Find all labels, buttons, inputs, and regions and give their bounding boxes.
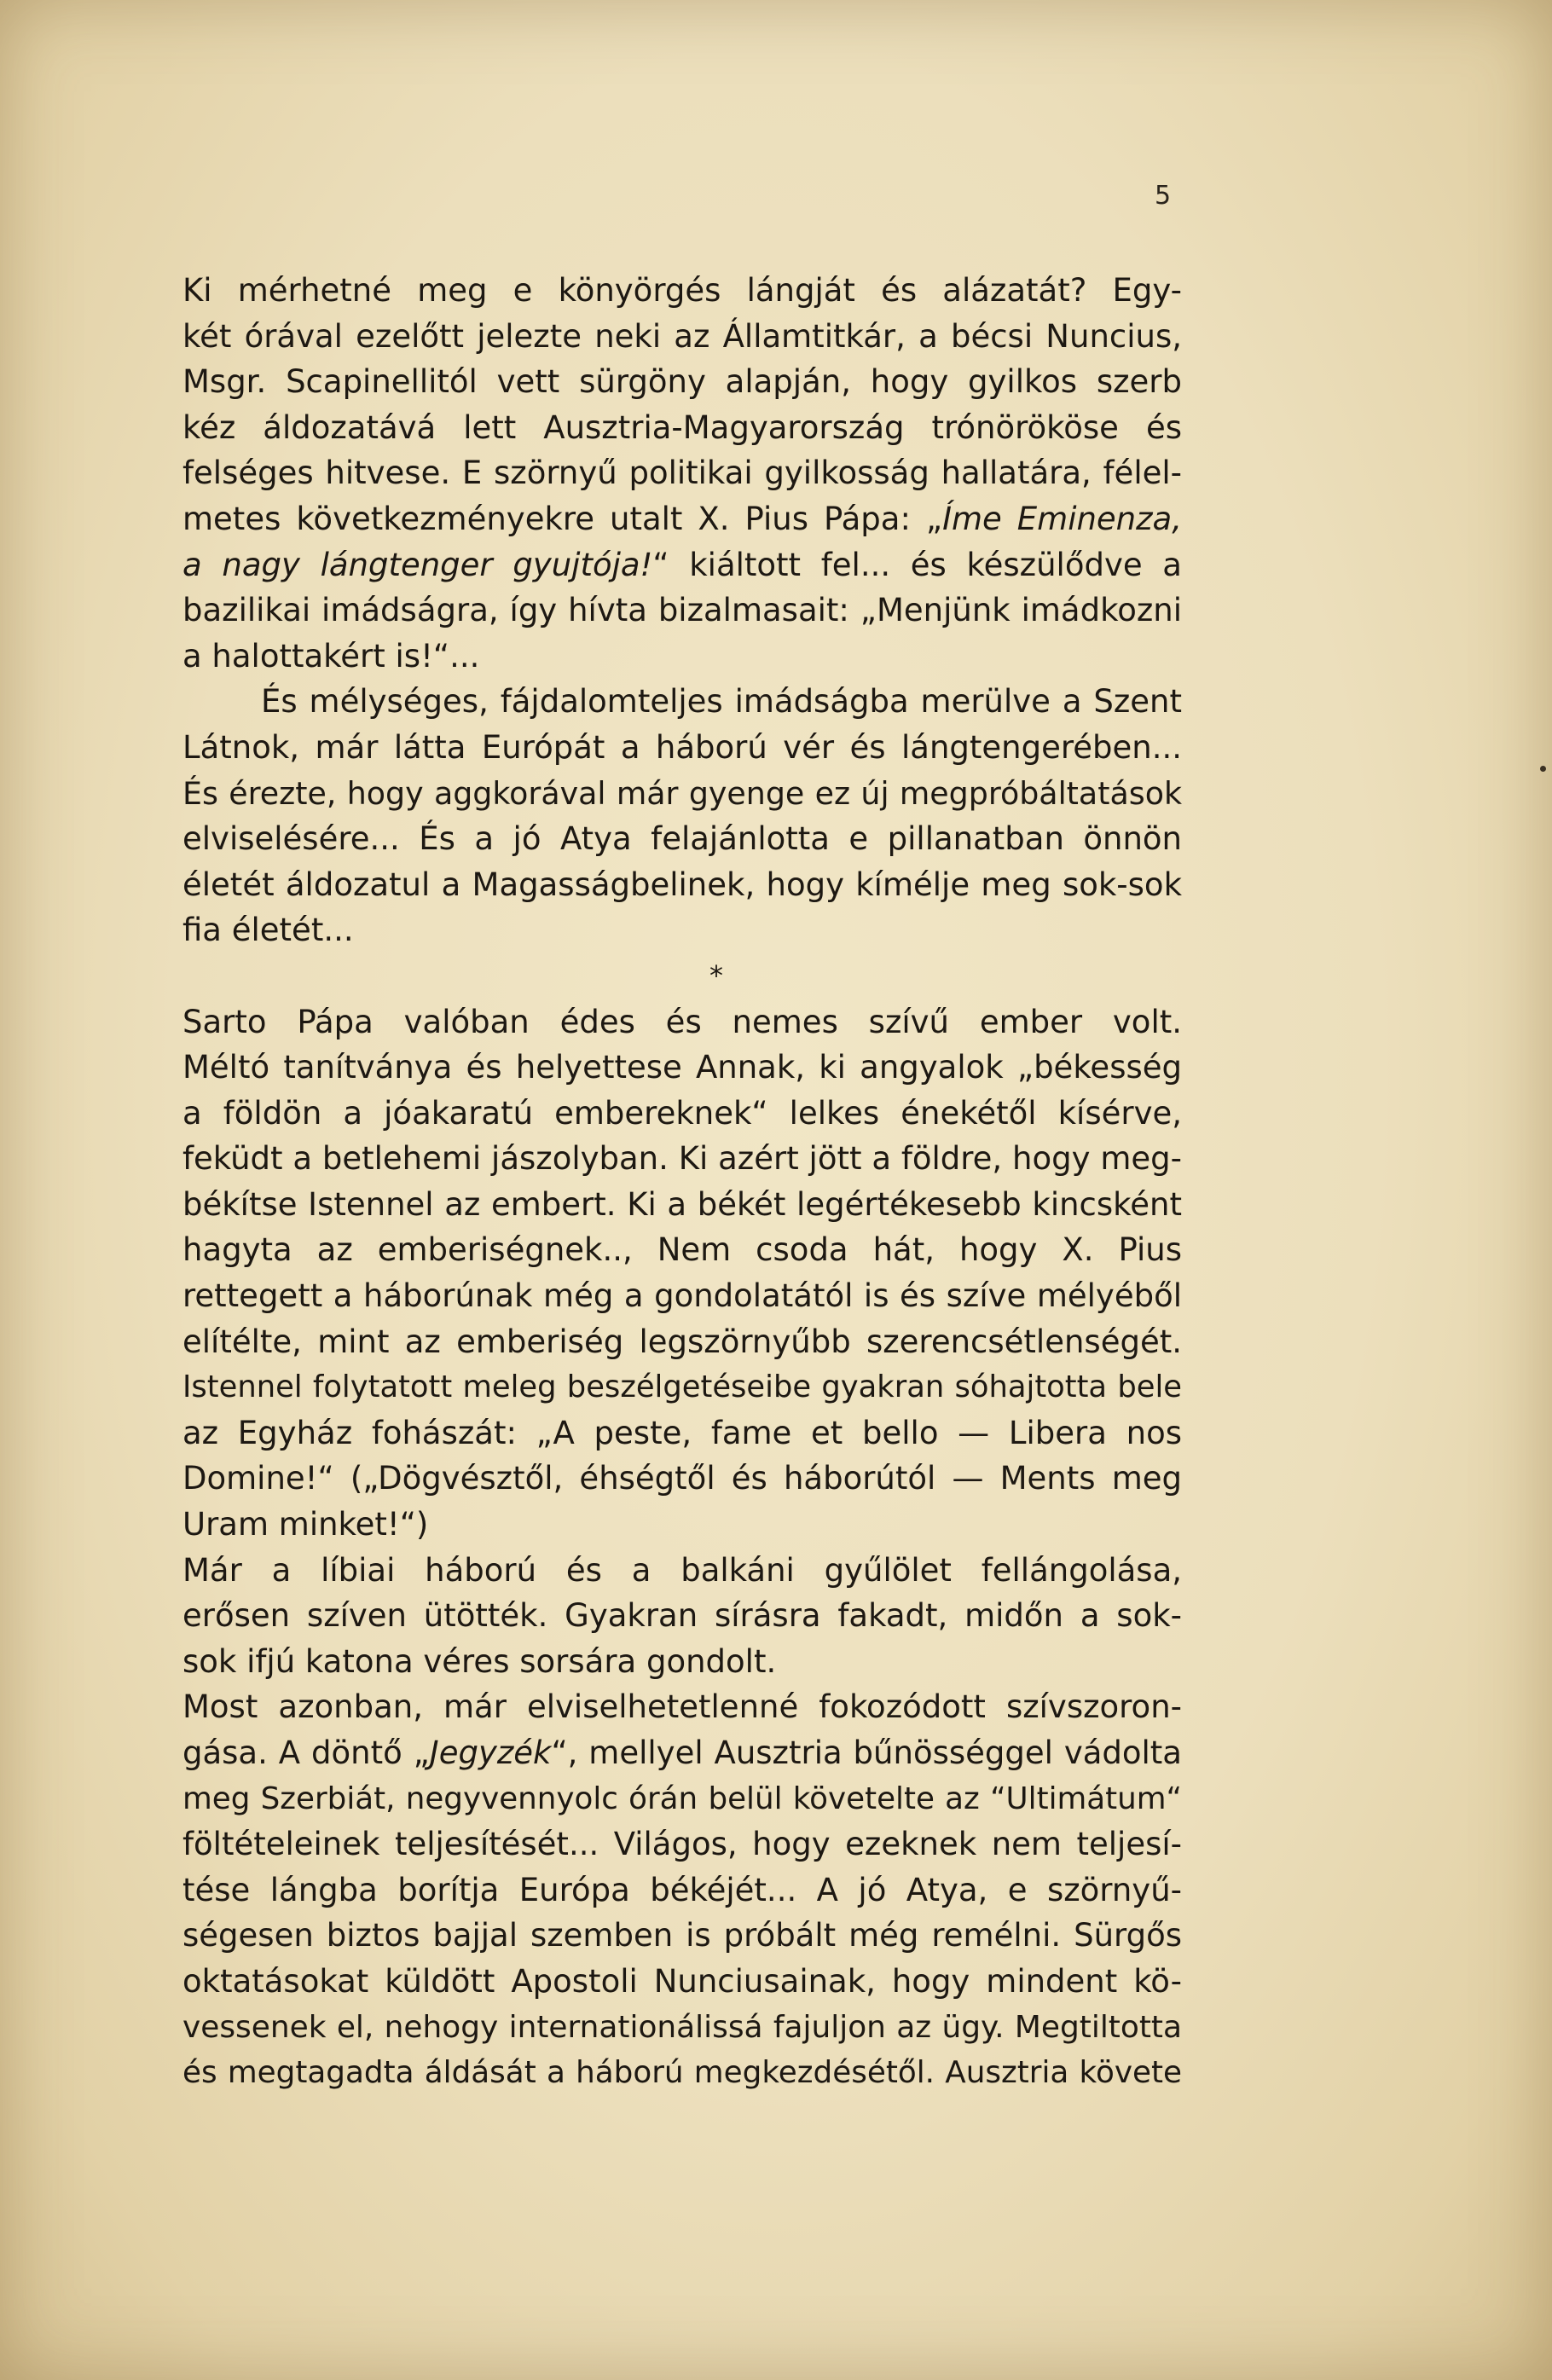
text-line: bazilikai imádságra, így hívta bizalmasait: „Menjünk imádkozni bbox=[182, 592, 1182, 629]
text-line: életét áldozatul a Magasságbelinek, hogy kímélje meg sok-sok bbox=[182, 866, 1182, 903]
text-line: És érezte, hogy aggkorával már gyenge ez új megpróbáltatások bbox=[182, 774, 1182, 812]
text-line: Már a líbiai háború és a balkáni gyűlölet fellángolása, bbox=[182, 1551, 1182, 1589]
page-number: 5 bbox=[1155, 181, 1172, 211]
text-line: a földön a jóakaratú embereknek“ lelkes énekétől kísérve, bbox=[182, 1094, 1182, 1132]
text-line: elítélte, mint az emberiség legszörnyűbb szerencsétlenségét. bbox=[182, 1323, 1182, 1360]
text-line: két órával ezelőtt jelezte neki az Államtitkár, a bécsi Nuncius, bbox=[182, 317, 1182, 355]
text-line: meg Szerbiát, negyvennyolc órán belül követelte az “Ultimátum“ bbox=[182, 1781, 1182, 1816]
text-line: a nagy lángtenger gyujtója!“ kiáltott fel... és készülődve a bbox=[182, 546, 1182, 583]
text-line: föltételeinek teljesítését... Világos, hogy ezeknek nem teljesí- bbox=[182, 1826, 1182, 1863]
text-line: Méltó tanítványa és helyettese Annak, ki angyalok „békesség bbox=[182, 1049, 1182, 1086]
paper-speck bbox=[1540, 766, 1546, 772]
text-line: És mélységes, fájdalomteljes imádságba merülve a Szent bbox=[261, 683, 1182, 721]
text-line: erősen szíven ütötték. Gyakran sírásra fakadt, midőn a sok- bbox=[182, 1597, 1182, 1635]
text-line: Ki mérhetné meg e könyörgés lángját és alázatát? Egy- bbox=[182, 272, 1182, 309]
section-separator: * bbox=[709, 958, 723, 992]
text-line: békítse Istennel az embert. Ki a békét legértékesebb kincsként bbox=[182, 1185, 1182, 1223]
paragraph-2 bbox=[182, 679, 1182, 953]
body-text bbox=[182, 268, 1182, 2096]
text-line: oktatásokat küldött Apostoli Nunciusainak, hogy mindent kö- bbox=[182, 1962, 1182, 2000]
text-line: sok ifjú katona véres sorsára gondolt. bbox=[182, 1642, 777, 1680]
text-line: hagyta az emberiségnek.., Nem csoda hát, hogy X. Pius bbox=[182, 1231, 1182, 1269]
text-line: Sarto Pápa valóban édes és nemes szívű ember volt. bbox=[182, 1003, 1182, 1040]
text-line: Msgr. Scapinellitól vett sürgöny alapján, hogy gyilkos szerb bbox=[182, 363, 1182, 401]
text-line: gása. A döntő „Jegyzék“, mellyel Ausztria bűnösséggel vádolta bbox=[182, 1734, 1182, 1771]
paragraph-5 bbox=[182, 1684, 1182, 2095]
text-line: ségesen biztos bajjal szemben is próbált még remélni. Sürgős bbox=[182, 1917, 1182, 1954]
text-line: Uram minket!“) bbox=[182, 1506, 429, 1543]
text-line: kéz áldozatává lett Ausztria-Magyarország trónörököse és bbox=[182, 408, 1182, 446]
paragraph-1 bbox=[182, 268, 1182, 679]
text-line: tése lángba borítja Európa békéjét... A jó Atya, e szörnyű- bbox=[182, 1871, 1182, 1908]
text-line: metes következményekre utalt X. Pius Pápa: „Íme Eminenza, bbox=[182, 500, 1182, 537]
text-line: és megtagadta áldását a háború megkezdésétől. Ausztria követe bbox=[182, 2055, 1182, 2091]
text-line: a halottakért is!“... bbox=[182, 637, 480, 675]
text-line: elviselésére... És a jó Atya felajánlotta e pillanatban önnön bbox=[182, 820, 1182, 858]
text-line: fia életét... bbox=[182, 912, 354, 949]
paragraph-4 bbox=[182, 1548, 1182, 1685]
text-line: az Egyház fohászát: „A peste, fame et bello — Libera nos bbox=[182, 1414, 1182, 1451]
text-line: Istennel folytatott meleg beszélgetéseibe gyakran sóhajtotta bele bbox=[182, 1370, 1182, 1405]
text-line: Domine!“ („Dögvésztől, éhségtől és háborútól — Ments meg bbox=[182, 1460, 1182, 1497]
text-line: Látnok, már látta Európát a háború vér és lángtengerében... bbox=[182, 728, 1182, 766]
text-line: Most azonban, már elviselhetetlenné fokozódott szívszoron- bbox=[182, 1688, 1182, 1726]
text-line: vessenek el, nehogy internationálissá fajuljon az ügy. Megtiltotta bbox=[182, 2009, 1182, 2045]
text-line: rettegett a háborúnak még a gondolatától is és szíve mélyéből bbox=[182, 1277, 1182, 1315]
text-line: felséges hitvese. E szörnyű politikai gyilkosság hallatára, félel- bbox=[182, 455, 1182, 492]
paragraph-3 bbox=[182, 999, 1182, 1548]
text-line: feküdt a betlehemi jászolyban. Ki azért jött a földre, hogy meg- bbox=[182, 1140, 1182, 1178]
